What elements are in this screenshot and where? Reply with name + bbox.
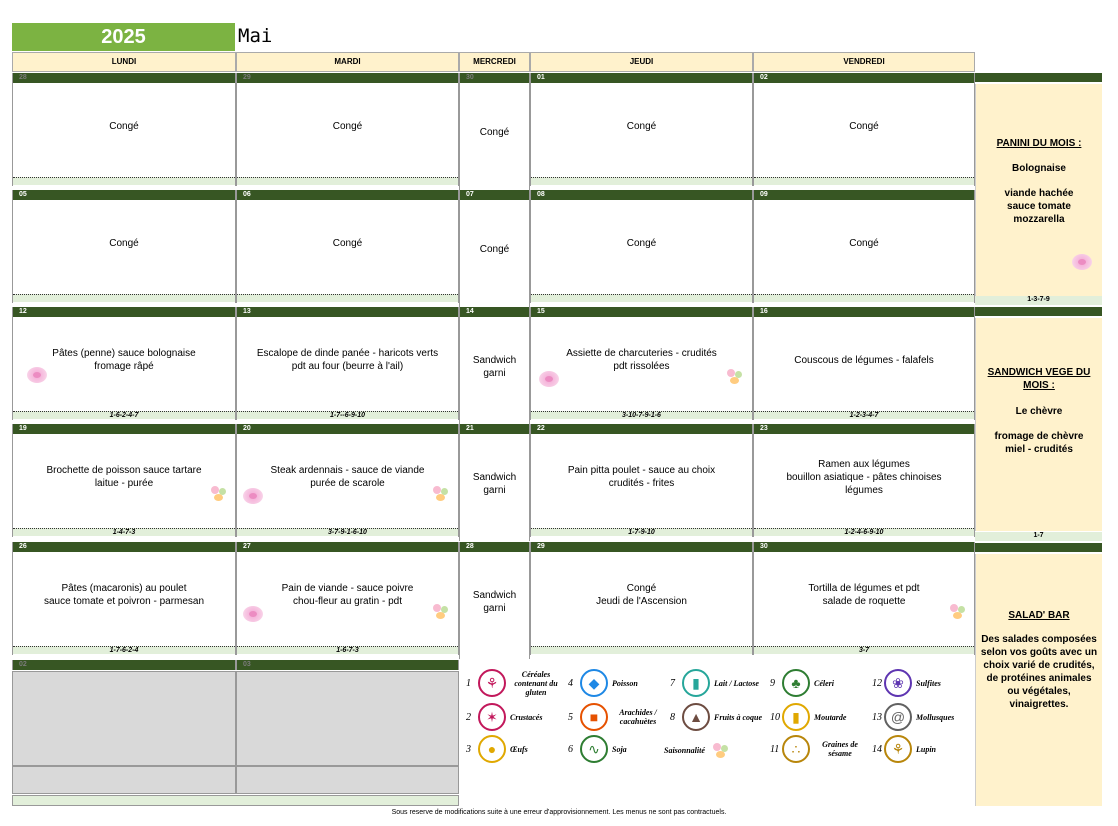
panini-description: viande hachée sauce tomate mozzarella <box>1004 188 1074 225</box>
day-cell <box>530 424 753 537</box>
legend-number: 1 <box>466 677 471 689</box>
meal-text: Congé <box>109 237 139 249</box>
veg-sandwich-allergens: 1-7 <box>975 532 1102 541</box>
allergen-codes: 1-7--6-9-10 <box>237 411 458 419</box>
legend-item <box>568 703 664 731</box>
legend-item <box>670 703 762 731</box>
celery-icon: ♣ <box>782 669 810 697</box>
seasonality-label: Saisonnalité <box>664 745 705 755</box>
pork-icon <box>243 488 263 504</box>
legend-item <box>466 669 562 697</box>
veg-sandwich-description: fromage de chèvre miel - crudités <box>994 431 1084 455</box>
meal-text: Congé <box>332 237 363 249</box>
date-bar: 28 <box>13 73 235 83</box>
legend-number: 10 <box>770 711 780 723</box>
day-header-friday: VENDREDI <box>753 52 975 72</box>
allergen-codes: 3-7 <box>754 646 974 654</box>
legend-item <box>568 669 638 697</box>
sidebar-bar <box>975 543 1102 552</box>
panini-box <box>975 84 1102 296</box>
empty-cell <box>12 766 236 794</box>
seasonality-legend <box>664 741 731 759</box>
wheat-icon: ⚘ <box>478 669 506 697</box>
date-bar: 20 <box>237 424 458 434</box>
allergen-codes: 3-7-9-1-6-10 <box>237 528 458 536</box>
meal-text: Congé <box>109 120 139 132</box>
date-bar: 29 <box>237 73 458 83</box>
legend-item <box>466 703 542 731</box>
day-cell <box>12 542 236 655</box>
wednesday-cell <box>459 307 530 424</box>
milk-icon: ▮ <box>682 669 710 697</box>
allergen-codes: 1-7-6-2-4 <box>13 646 235 654</box>
pork-icon <box>539 371 559 387</box>
day-cell <box>12 424 236 537</box>
date-bar: 09 <box>754 190 974 200</box>
date-bar: 07 <box>460 190 529 200</box>
meal-text: Pâtes (penne) sauce bolognaise fromage râpé <box>52 348 196 372</box>
day-cell <box>236 542 459 655</box>
peanut-icon: ■ <box>580 703 608 731</box>
day-cell <box>12 73 236 186</box>
meal-text: Brochette de poisson sauce tartare laitue - purée <box>46 465 202 489</box>
date-bar: 22 <box>531 424 752 434</box>
meal-text: Congé Jeudi de l'Ascension <box>596 583 687 607</box>
sidebar-bar <box>975 307 1102 316</box>
snail-icon: @ <box>884 703 912 731</box>
meal-text: Pain pitta poulet - sauce au choix crudités - frites <box>567 465 716 489</box>
veg-sandwich-title: SANDWICH VEGE DU MOIS : <box>987 367 1091 391</box>
date-bar: 16 <box>754 307 974 317</box>
pork-icon <box>27 367 47 383</box>
allergen-codes: 1-6-7-3 <box>237 646 458 654</box>
date-bar: 12 <box>13 307 235 317</box>
legend-number: 7 <box>670 677 675 689</box>
date-bar: 13 <box>237 307 458 317</box>
date-bar: 23 <box>754 424 974 434</box>
legend-label: Céréales contenant du gluten <box>514 669 558 697</box>
date-bar: 19 <box>13 424 235 434</box>
wednesday-cell <box>459 542 530 659</box>
panini-allergens: 1-3-7-9 <box>975 296 1102 305</box>
pork-icon <box>1072 254 1092 270</box>
day-header-tuesday: MARDI <box>236 52 459 72</box>
legend-number: 2 <box>466 711 471 723</box>
legend-item <box>770 703 846 731</box>
legend-number: 8 <box>670 711 675 723</box>
legend-item <box>568 735 627 763</box>
empty-strip <box>12 795 459 806</box>
allergen-codes: 1-7-9-10 <box>531 528 752 536</box>
date-bar: 02 <box>13 660 235 670</box>
allergen-codes <box>13 294 235 302</box>
day-cell <box>753 307 975 420</box>
legend-label: Mollusques <box>916 712 955 722</box>
date-bar: 05 <box>13 190 235 200</box>
wednesday-meal: Sandwich garni <box>472 471 517 496</box>
date-bar: 29 <box>531 542 752 552</box>
seasonality-icon <box>209 484 229 502</box>
date-bar: 30 <box>460 73 529 83</box>
empty-cell <box>12 671 236 766</box>
day-cell <box>12 307 236 420</box>
date-bar: 01 <box>531 73 752 83</box>
legend-label: Graines de sésame <box>822 740 858 758</box>
soy-icon: ∿ <box>580 735 608 763</box>
seasonality-icon <box>711 741 731 759</box>
legend-number: 14 <box>872 743 882 755</box>
legend-item <box>872 703 954 731</box>
legend-number: 6 <box>568 743 573 755</box>
day-cell <box>753 542 975 655</box>
fish-icon: ◆ <box>580 669 608 697</box>
legend-number: 11 <box>770 743 780 755</box>
meal-text: Congé <box>626 237 657 249</box>
day-cell <box>236 424 459 537</box>
day-cell <box>530 307 753 420</box>
footer-note: Sous reserve de modifications suite à une erreur d'approvisionnement. Les menus ne sont pas contractuels. <box>391 809 727 816</box>
date-bar: 15 <box>531 307 752 317</box>
legend-number: 3 <box>466 743 471 755</box>
legend-number: 13 <box>872 711 882 723</box>
date-bar: 08 <box>531 190 752 200</box>
allergen-codes: 1-2-4-6-9-10 <box>754 528 974 536</box>
legend-label: Moutarde <box>814 712 847 722</box>
sidebar-bar <box>975 73 1102 82</box>
meal-text: Tortilla de légumes et pdt salade de roquette <box>808 583 920 607</box>
meal-text: Congé <box>849 120 879 132</box>
wednesday-cell <box>459 190 530 307</box>
day-header-monday: LUNDI <box>12 52 236 72</box>
date-bar: 28 <box>460 542 529 552</box>
lupin-icon: ⚘ <box>884 735 912 763</box>
wednesday-meal: Congé <box>479 244 510 255</box>
meal-text: Congé <box>849 237 879 249</box>
legend-number: 9 <box>770 677 775 689</box>
legend-number: 4 <box>568 677 573 689</box>
panini-name: Bolognaise <box>1012 163 1066 174</box>
meal-text: Couscous de légumes - falafels <box>794 354 934 366</box>
allergen-codes <box>237 294 458 302</box>
legend-item <box>770 735 866 763</box>
day-cell <box>753 190 975 303</box>
allergen-codes <box>531 177 752 185</box>
legend-item <box>872 669 941 697</box>
grapes-icon: ❀ <box>884 669 912 697</box>
meal-text: Assiette de charcuteries - crudités pdt rissolées <box>566 348 717 372</box>
legend-item <box>466 735 528 763</box>
day-cell <box>530 190 753 303</box>
pork-icon <box>243 606 263 622</box>
wednesday-meal: Sandwich garni <box>472 589 517 614</box>
veg-sandwich-box <box>975 318 1102 531</box>
day-cell <box>753 73 975 186</box>
meal-text: Escalope de dinde panée - haricots verts pdt au four (beurre à l'ail) <box>256 348 439 372</box>
day-cell <box>236 190 459 303</box>
legend-item <box>872 735 936 763</box>
day-cell <box>236 73 459 186</box>
day-cell <box>753 424 975 537</box>
legend-label: Fruits à coque <box>714 712 763 722</box>
sesame-icon: ∴ <box>782 735 810 763</box>
seasonality-icon <box>431 602 451 620</box>
meal-text: Pâtes (macaronis) au poulet sauce tomate et poivron - parmesan <box>43 583 205 607</box>
date-bar: 02 <box>754 73 974 83</box>
mustard-icon: ▮ <box>782 703 810 731</box>
veg-sandwich-name: Le chèvre <box>1015 406 1063 417</box>
legend-label: Céleri <box>814 678 834 688</box>
seasonality-icon <box>431 484 451 502</box>
allergen-codes <box>13 177 235 185</box>
wednesday-cell <box>459 424 530 541</box>
legend-label: Lupin <box>916 744 937 754</box>
day-cell <box>530 542 753 655</box>
wednesday-meal: Sandwich garni <box>472 354 517 379</box>
seasonality-icon <box>948 602 968 620</box>
salad-bar-title: SALAD' BAR <box>1008 610 1070 621</box>
allergen-legend <box>460 661 974 806</box>
meal-text: Pain de viande - sauce poivre chou-fleur au gratin - pdt <box>281 583 414 607</box>
date-bar: 14 <box>460 307 529 317</box>
egg-icon: ● <box>478 735 506 763</box>
allergen-codes: 1-4-7-3 <box>13 528 235 536</box>
allergen-codes <box>531 294 752 302</box>
legend-number: 12 <box>872 677 882 689</box>
legend-label: Lait / Lactose <box>714 678 759 688</box>
date-bar: 03 <box>237 660 458 670</box>
meal-text: Congé <box>626 120 657 132</box>
allergen-codes: 1-2-3-4-7 <box>754 411 974 419</box>
date-bar: 21 <box>460 424 529 434</box>
day-header-thursday: JEUDI <box>530 52 753 72</box>
legend-item <box>770 669 834 697</box>
empty-cell <box>236 671 459 766</box>
seasonality-icon <box>725 367 745 385</box>
day-header-wednesday: MERCREDI <box>459 52 530 72</box>
legend-label: Arachides / cacahuètes <box>619 708 657 726</box>
meal-text: Ramen aux légumes bouillon asiatique - pâtes chinoises légumes <box>786 458 942 496</box>
wednesday-cell <box>459 73 530 190</box>
month-title: Mai <box>238 25 273 47</box>
panini-title: PANINI DU MOIS : <box>996 138 1082 149</box>
allergen-codes: 3-10-7-9-1-6 <box>531 411 752 419</box>
empty-cell <box>236 766 459 794</box>
date-bar: 26 <box>13 542 235 552</box>
legend-label: Soja <box>612 744 627 754</box>
legend-item <box>670 669 759 697</box>
meal-text: Congé <box>332 120 363 132</box>
allergen-codes <box>754 294 974 302</box>
legend-label: Crustacés <box>510 712 543 722</box>
date-bar: 27 <box>237 542 458 552</box>
day-cell <box>236 307 459 420</box>
nut-icon: ▲ <box>682 703 710 731</box>
legend-label: Œufs <box>510 744 528 754</box>
date-bar: 30 <box>754 542 974 552</box>
day-cell <box>12 190 236 303</box>
wednesday-meal: Congé <box>479 127 510 138</box>
year-banner: 2025 <box>12 23 235 51</box>
legend-number: 5 <box>568 711 573 723</box>
legend-label: Sulfites <box>916 678 941 688</box>
date-bar: 06 <box>237 190 458 200</box>
allergen-codes <box>531 646 752 654</box>
meal-text: Steak ardennais - sauce de viande purée de scarole <box>270 465 425 489</box>
legend-label: Poisson <box>612 678 638 688</box>
allergen-codes <box>237 177 458 185</box>
lobster-icon: ✶ <box>478 703 506 731</box>
salad-bar-description: Des salades composées selon vos goûts avec un choix varié de crudités, de protéines animales ou végétales, vinaigrettes. <box>980 634 1098 710</box>
allergen-codes: 1-6-2-4-7 <box>13 411 235 419</box>
allergen-codes <box>754 177 974 185</box>
day-cell <box>530 73 753 186</box>
salad-bar-box <box>975 554 1102 806</box>
